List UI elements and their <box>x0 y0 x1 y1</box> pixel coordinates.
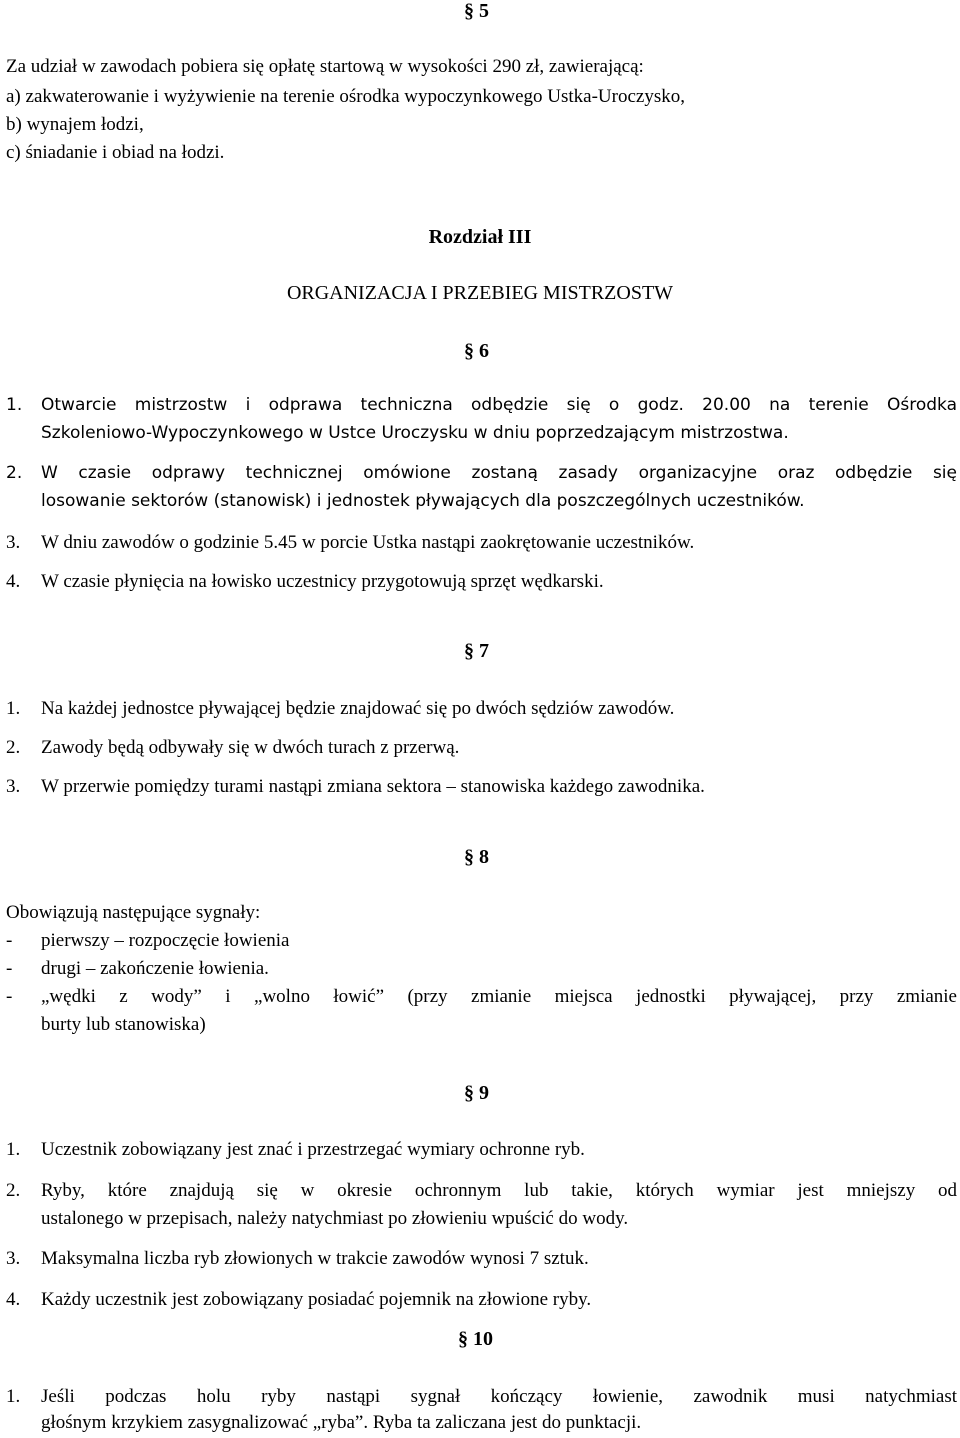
section-10-heading: § 10 <box>458 1328 493 1350</box>
section-6-heading: § 6 <box>464 340 489 362</box>
section-5-item-c: c) śniadanie i obiad na łodzi. <box>6 142 225 163</box>
section-6-item-2-number: 2. <box>6 463 23 483</box>
signal-3-line-2: burty lub stanowiska) <box>41 1014 206 1035</box>
section-7-heading: § 7 <box>464 640 489 662</box>
section-5-intro: Za udział w zawodach pobiera się opłatę startową w wysokości 290 zł, zawierającą: <box>6 56 644 77</box>
section-10-item-1-line-2: głośnym krzykiem zasygnalizować „ryba”. Ryba ta zaliczana jest do punktacji. <box>41 1412 642 1433</box>
section-6-item-4-number: 4. <box>6 571 21 592</box>
section-10-item-1-line-1: Jeśli podczas holu ryby nastąpi sygnał kończący łowienie, zawodnik musi natychmiast <box>41 1386 957 1407</box>
section-9-heading: § 9 <box>464 1082 489 1104</box>
section-7-item-3-text: W przerwie pomiędzy turami nastąpi zmiana sektora – stanowiska każdego zawodnika. <box>41 776 705 797</box>
section-7-item-1-text: Na każdej jednostce pływającej będzie znajdować się po dwóch sędziów zawodów. <box>41 698 675 719</box>
chapter-title: ORGANIZACJA I PRZEBIEG MISTRZOSTW <box>286 282 674 304</box>
section-7-item-2-number: 2. <box>6 737 21 758</box>
section-5-heading: § 5 <box>464 0 489 22</box>
section-10-item-1-number: 1. <box>6 1386 21 1407</box>
section-9-item-1-number: 1. <box>6 1139 21 1160</box>
section-7-item-1-number: 1. <box>6 698 21 719</box>
section-6-item-1-line-2: Szkoleniowo-Wypoczynkowego w Ustce Uroczysku w dniu poprzedzającym mistrzostwa. <box>41 423 789 443</box>
section-9-item-2-number: 2. <box>6 1180 21 1201</box>
section-6-item-2-line-2: losowanie sektorów (stanowisk) i jednostek pływających dla poszczególnych uczestników. <box>41 491 805 511</box>
section-9-item-3-number: 3. <box>6 1248 21 1269</box>
section-7-item-2-text: Zawody będą odbywały się w dwóch turach z przerwą. <box>41 737 460 758</box>
signal-2-dash: - <box>6 958 13 979</box>
signal-2-text: drugi – zakończenie łowienia. <box>41 958 269 979</box>
section-5-item-a: a) zakwaterowanie i wyżywienie na terenie ośrodka wypoczynkowego Ustka-Uroczysko, <box>6 86 685 107</box>
section-9-item-4-text: Każdy uczestnik jest zobowiązany posiadać pojemnik na złowione ryby. <box>41 1289 592 1310</box>
section-5-item-b: b) wynajem łodzi, <box>6 114 144 135</box>
signal-1-text: pierwszy – rozpoczęcie łowienia <box>41 930 290 951</box>
signal-1-dash: - <box>6 930 13 951</box>
section-6-item-3-text: W dniu zawodów o godzinie 5.45 w porcie Ustka nastąpi zaokrętowanie uczestników. <box>41 532 695 553</box>
section-6-item-3-number: 3. <box>6 532 21 553</box>
signal-3-line-1: „wędki z wody” i „wolno łowić” (przy zmianie miejsca jednostki pływającej, przy zmianie <box>41 986 957 1007</box>
section-9-item-4-number: 4. <box>6 1289 21 1310</box>
section-6-item-1-number: 1. <box>6 395 23 415</box>
section-9-item-3-text: Maksymalna liczba ryb złowionych w trakcie zawodów wynosi 7 sztuk. <box>41 1248 589 1269</box>
section-7-item-3-number: 3. <box>6 776 21 797</box>
section-6-item-4-text: W czasie płynięcia na łowisko uczestnicy przygotowują sprzęt wędkarski. <box>41 571 604 592</box>
signal-3-dash: - <box>6 986 13 1007</box>
section-8-heading: § 8 <box>464 846 489 868</box>
section-9-item-1-text: Uczestnik zobowiązany jest znać i przestrzegać wymiary ochronne ryb. <box>41 1139 585 1160</box>
chapter-number: Rozdział III <box>428 226 532 248</box>
section-8-intro: Obowiązują następujące sygnały: <box>6 902 261 923</box>
section-6-item-2-line-1: W czasie odprawy technicznej omówione zostaną zasady organizacyjne oraz odbędzie się <box>41 463 957 483</box>
section-9-item-2-line-1: Ryby, które znajdują się w okresie ochronnym lub takie, których wymiar jest mniejszy od <box>41 1180 957 1201</box>
section-9-item-2-line-2: ustalonego w przepisach, należy natychmiast po złowieniu wpuścić do wody. <box>41 1208 629 1229</box>
section-6-item-1-line-1: Otwarcie mistrzostw i odprawa techniczna odbędzie się o godz. 20.00 na terenie Ośrodka <box>41 395 957 415</box>
